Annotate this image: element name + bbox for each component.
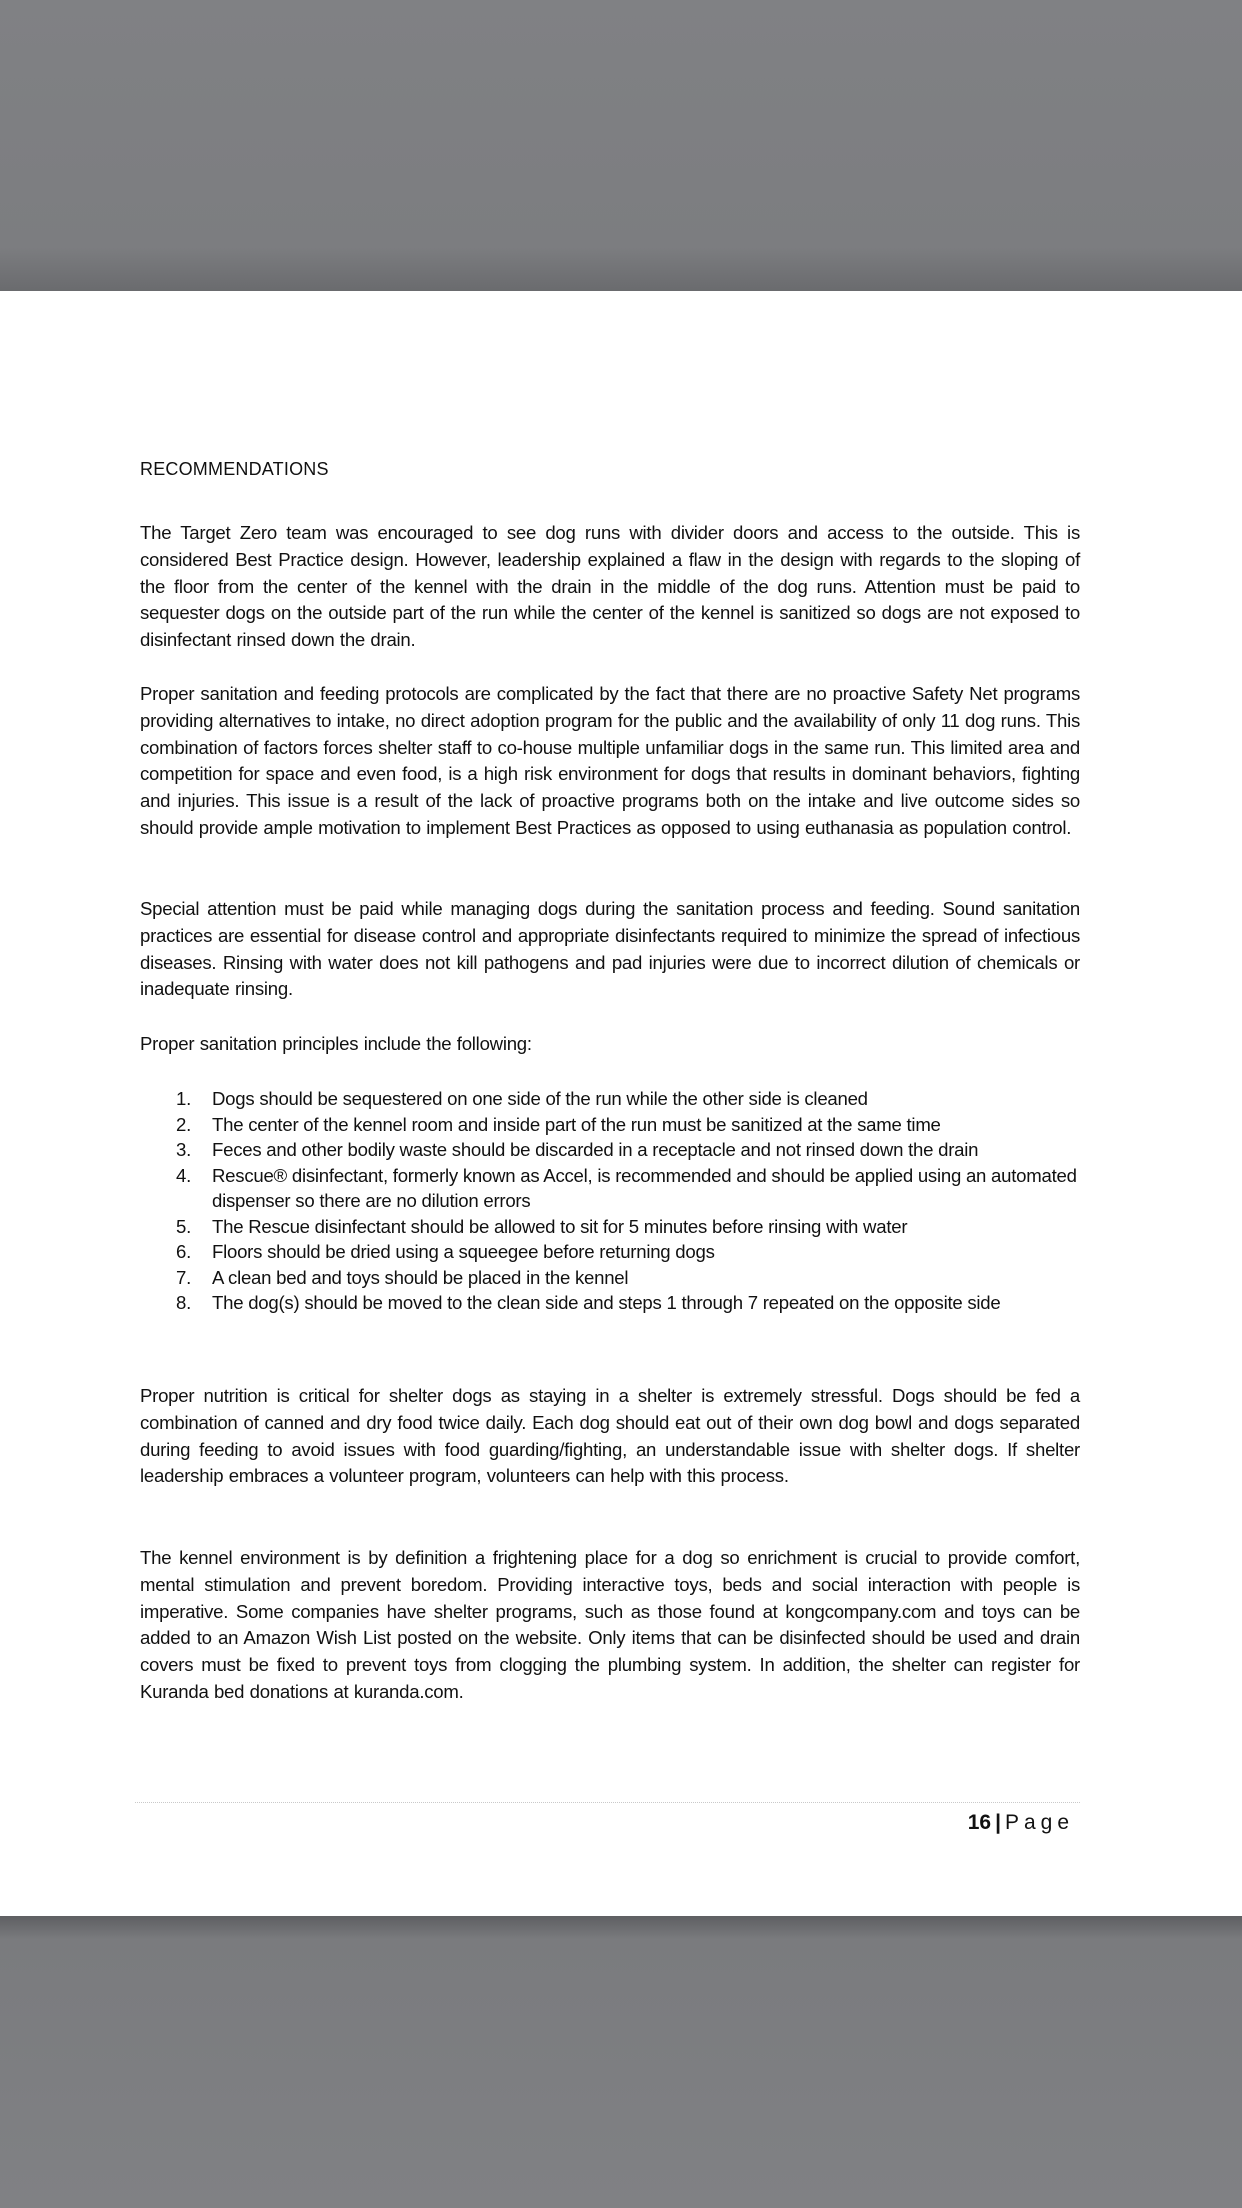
list-item: 8. The dog(s) should be moved to the clean side and steps 1 through 7 repeated on the opposite side <box>176 1292 1001 1313</box>
paragraph-sanitation-feeding-protocols: Proper sanitation and feeding protocols are complicated by the fact that there are no proactive Safety Net programs providing alternatives to intake, no direct adoption program for the public and the availability of only 11 dog runs. This combination of factors forces shelter staff to co-house multiple unfamiliar dogs in the same run. This limited area and competition for space and even food, is a high risk environment for dogs that results in dominant behaviors, fighting and injuries. This issue is a result of the lack of proactive programs both on the intake and live outcome sides so should provide ample motivation to implement Best Practices as opposed to using euthanasia as population control. <box>140 683 1080 838</box>
list-item: 1. Dogs should be sequestered on one side of the run while the other side is cleaned <box>176 1088 868 1109</box>
list-item: 7. A clean bed and toys should be placed in the kennel <box>176 1266 629 1288</box>
section-heading: RECOMMENDATIONS <box>140 459 329 479</box>
paragraph-kennel-enrichment: The kennel environment is by definition a frightening place for a dog so enrichment is crucial to provide comfort, mental stimulation and prevent boredom. Providing interactive toys, beds and social interaction with people is imperative. Some companies have shelter programs, such as those found at kongcompany.com and toys can be added to an Amazon Wish List posted on the website. Only items that can be disinfected should be used and drain covers must be fixed to prevent toys from clogging the plumbing system. In addition, the shelter can register for Kuranda bed donations at kuranda.com. <box>140 1547 1080 1702</box>
paragraph-nutrition: Proper nutrition is critical for shelter dogs as staying in a shelter is extremely stressful. Dogs should be fed a combination of canned and dry food twice daily. Each dog should eat out of their own dog bowl and dogs separated during feeding to avoid issues with food guarding/fighting, an understandable issue with shelter dogs. If shelter leadership embraces a volunteer program, volunteers can help with this process. <box>140 1385 1080 1487</box>
list-item: 4. Rescue® disinfectant, formerly known as Accel, is recommended and should be applied using an automated dispenser so there are no dilution errors <box>176 1164 1077 1211</box>
paragraph-dog-runs-design: The Target Zero team was encouraged to see dog runs with divider doors and access to the outside. This is considered Best Practice design. However, leadership explained a flaw in the design with regards to the sloping of the floor from the center of the kennel with the drain in the middle of the dog runs. Attention must be paid to sequester dogs on the outside part of the run while the center of the kennel is sanitized so dogs are not exposed to disinfectant rinsed down the drain. <box>140 522 1080 651</box>
sanitation-principles-list <box>140 1086 1080 1316</box>
footer-divider <box>135 1802 1080 1803</box>
page-number-footer <box>968 1811 1074 1835</box>
viewer-background-bottom <box>0 1916 1242 2208</box>
page-separator: | <box>995 1811 1001 1834</box>
document-page <box>0 291 1242 1916</box>
list-item: 6. Floors should be dried using a squeegee before returning dogs <box>176 1241 715 1262</box>
list-item: 3. Feces and other bodily waste should be discarded in a receptacle and not rinsed down the drain <box>176 1139 979 1160</box>
paragraph-special-attention: Special attention must be paid while managing dogs during the sanitation process and feeding. Sound sanitation practices are essential for disease control and appropriate disinfectants required to minimize the spread of infectious diseases. Rinsing with water does not kill pathogens and pad injuries were due to incorrect dilution of chemicals or inadequate rinsing. <box>140 898 1080 1000</box>
paragraph-sanitation-principles-intro: Proper sanitation principles include the following: <box>140 1033 532 1054</box>
viewer-background-top <box>0 0 1242 291</box>
list-item: 2. The center of the kennel room and inside part of the run must be sanitized at the same time <box>176 1113 941 1135</box>
list-item: 5. The Rescue disinfectant should be allowed to sit for 5 minutes before rinsing with water <box>176 1215 908 1237</box>
page-number: 16 <box>967 1811 992 1834</box>
page-label: Page <box>1004 1811 1074 1834</box>
